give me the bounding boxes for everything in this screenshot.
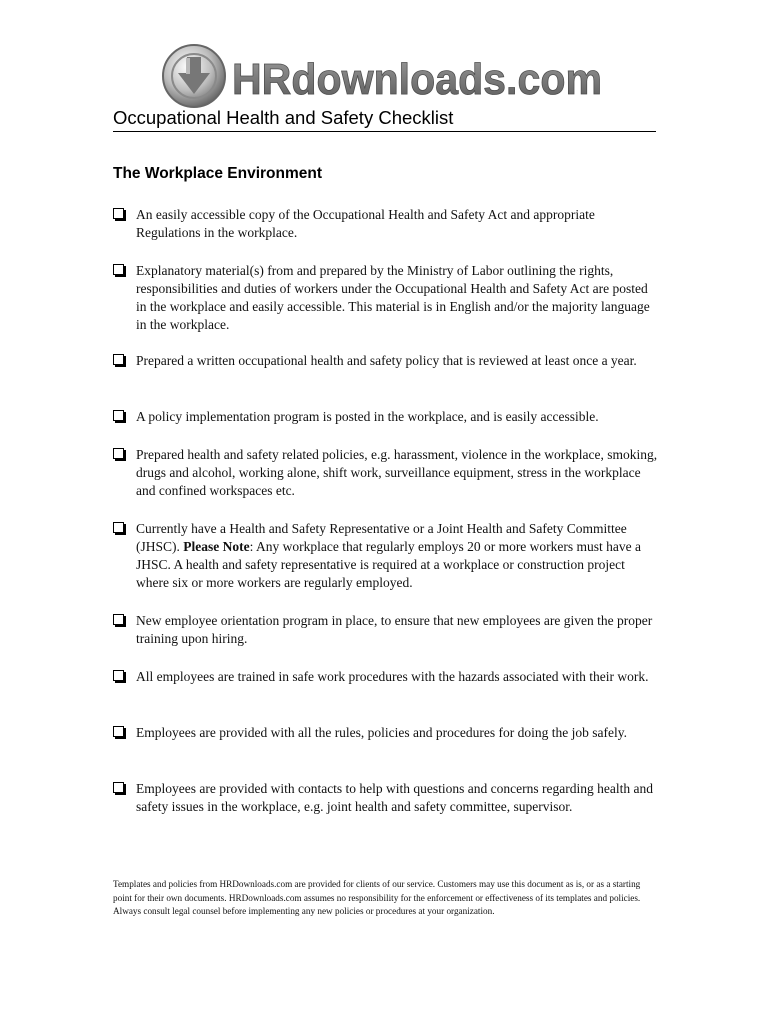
checklist-item	[113, 780, 658, 816]
checklist-item-text	[136, 520, 658, 592]
checkbox-icon[interactable]	[113, 410, 124, 421]
checklist-item	[113, 206, 658, 242]
please-note-label: Please Note	[183, 539, 250, 554]
checklist-item	[113, 520, 658, 592]
logo-graphic	[160, 40, 610, 112]
checklist-item	[113, 262, 658, 334]
section-heading: The Workplace Environment	[113, 165, 323, 182]
checklist-item-text: Employees are provided with all the rules, policies and procedures for doing the job safely.	[136, 725, 627, 740]
checklist-item-text: New employee orientation program in place, to ensure that new employees are given the proper training upon hiring.	[136, 613, 653, 646]
checklist-item-text: Prepared health and safety related policies, e.g. harassment, violence in the workplace, smoking, drugs and alcohol, working alone, shift work, surveillance equipment, stress in the workplace and confined workspaces etc.	[136, 447, 658, 498]
checklist-item-text: Employees are provided with contacts to help with questions and concerns regarding health and safety issues in the workplace, e.g. joint health and safety committee, supervisor.	[136, 781, 653, 814]
checklist-item-text: Prepared a written occupational health and safety policy that is reviewed at least once a year.	[136, 353, 637, 368]
item-text-part: Currently have a Health and Safety Representative or a Joint Health and Safety Committee (JHSC).	[136, 521, 627, 554]
checklist-item	[113, 446, 658, 500]
checklist-item-text: All employees are trained in safe work procedures with the hazards associated with their work.	[136, 669, 649, 684]
checkbox-icon[interactable]	[113, 208, 124, 219]
checklist-item	[113, 352, 658, 370]
checkbox-icon[interactable]	[113, 522, 124, 533]
checkbox-icon[interactable]	[113, 670, 124, 681]
checkbox-icon[interactable]	[113, 354, 124, 365]
logo-text: HRdownloads.com	[232, 55, 602, 104]
checkbox-icon[interactable]	[113, 448, 124, 459]
checklist-item	[113, 724, 658, 742]
checklist-item	[113, 612, 658, 648]
download-arrow-icon	[163, 45, 225, 107]
page-title: Occupational Health and Safety Checklist	[113, 106, 656, 132]
checklist-item	[113, 408, 658, 426]
checkbox-icon[interactable]	[113, 614, 124, 625]
item-text-part: : Any workplace that regularly employs 20 or more workers must have a JHSC. A health and safety representative is required at a workplace or construction project where six or more workers are regularly employed.	[136, 539, 642, 590]
disclaimer-footer: Templates and policies from HRDownloads.com are provided for clients of our service. Customers may use this document as is, or as a starting point for their own documents. HRDownloads.com assumes no responsibility for the enforcement or effectiveness of its templates and policies. Always consult legal counsel before implementing any new policies or procedures at your organization.	[113, 879, 641, 916]
checklist-item-text: Explanatory material(s) from and prepared by the Ministry of Labor outlining the rights, responsibilities and duties of workers under the Occupational Health and Safety Act are posted in the workplace and easily accessible. This material is in English and/or the majority language in the workplace.	[136, 263, 650, 332]
checkbox-icon[interactable]	[113, 726, 124, 737]
checklist-item-text: An easily accessible copy of the Occupational Health and Safety Act and appropriate Regulations in the workplace.	[136, 207, 595, 240]
checklist-item	[113, 668, 658, 686]
checkbox-icon[interactable]	[113, 264, 124, 275]
checklist-item-text: A policy implementation program is posted in the workplace, and is easily accessible.	[136, 409, 599, 424]
checkbox-icon[interactable]	[113, 782, 124, 793]
hrdownloads-logo	[160, 40, 610, 112]
